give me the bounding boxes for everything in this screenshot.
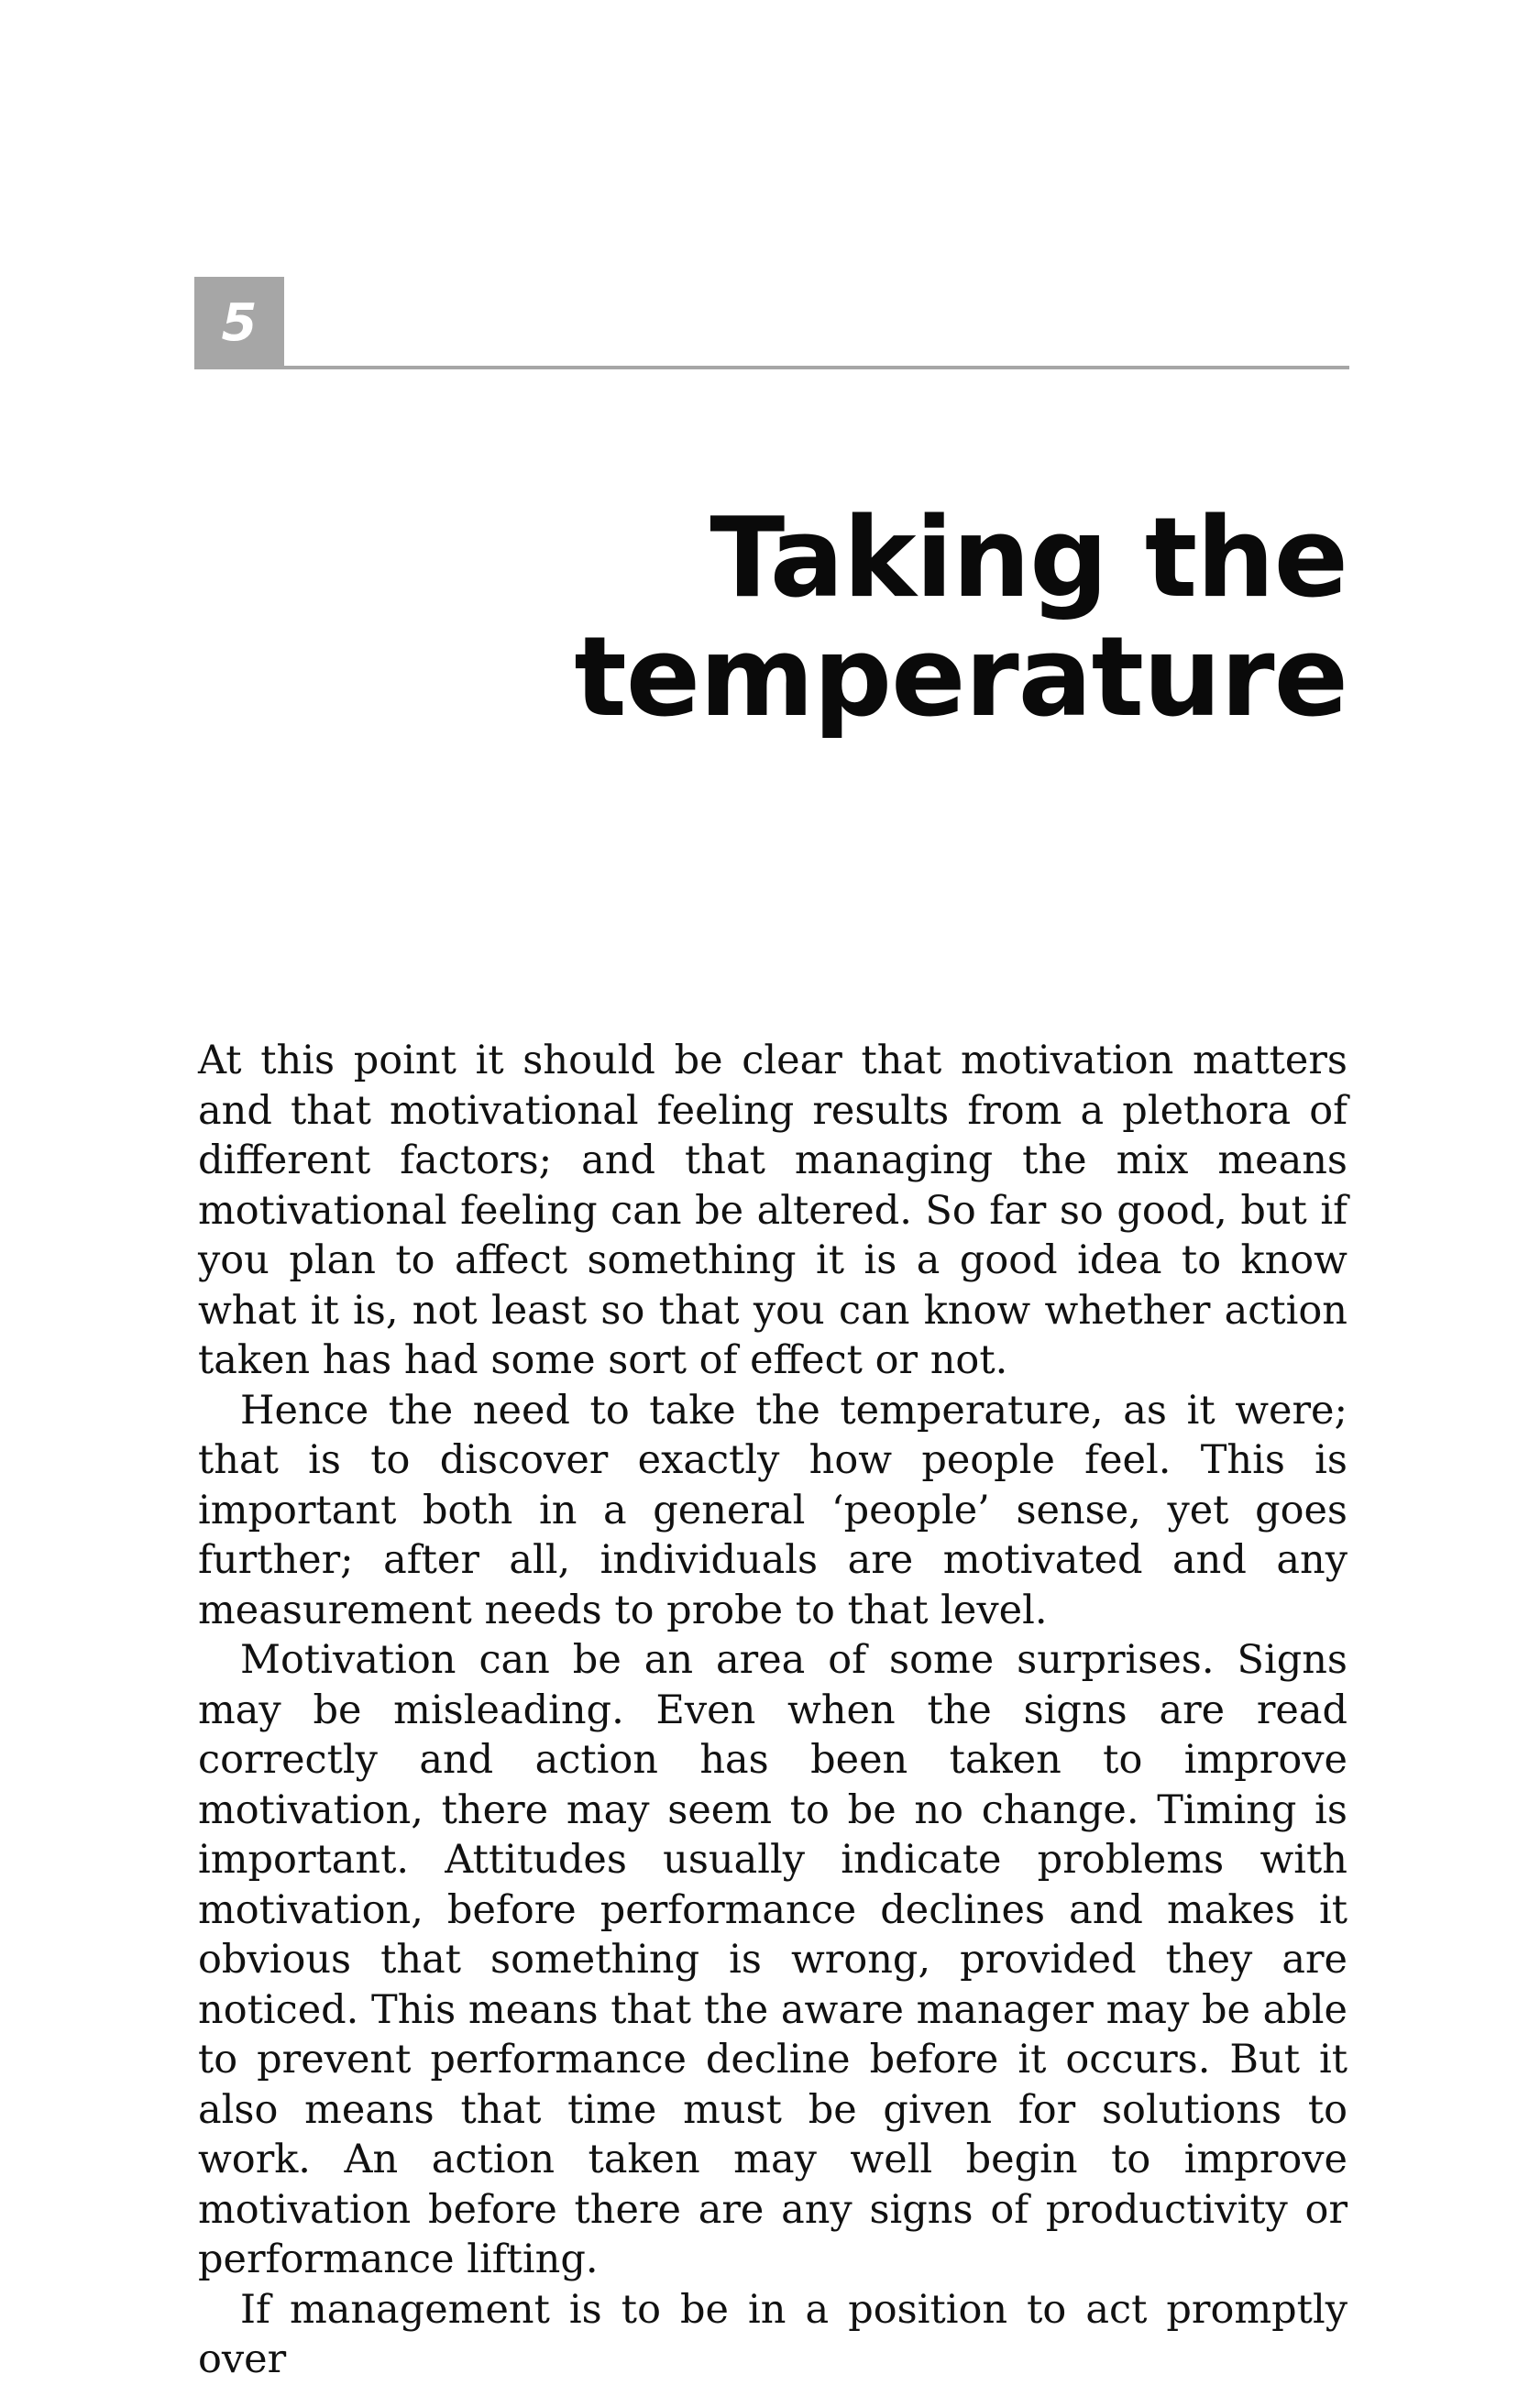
body-paragraph-3: Motivation can be an area of some surprises. Signs may be misleading. Even when the signs are read correctly and action has been taken to improve motivation, there may seem to be no change. Timing is important. Attitudes usually indicate problems with motivation, before performance declines and makes it obvious that something is wrong, provided they are noticed. This means that the aware manager may be able to prevent performance decline before it occurs. But it also means that time must be given for solutions to work. An action taken may well begin to improve motivation before there are any signs of productivity or performance lifting.: [198, 1637, 1348, 2282]
chapter-header: [194, 277, 1349, 369]
chapter-number-badge: 5: [194, 277, 284, 369]
chapter-title-line-2: temperature: [574, 614, 1348, 742]
body-paragraph-2: Hence the need to take the temperature, as it were; that is to discover exactly how people feel. This is important both in a general ‘people’ sense, yet goes further; after all, individuals are motivated and any measurement needs to probe to that level.: [198, 1387, 1348, 1633]
body-paragraph-4: If management is to be in a position to act promptly over: [198, 2286, 1348, 2382]
chapter-title: [194, 495, 1348, 742]
chapter-body: [198, 1036, 1348, 2385]
chapter-title-line-1: Taking the: [710, 495, 1348, 622]
body-paragraph-1: At this point it should be clear that motivation matters and that motivational feeling results from a plethora of different factors; and that managing the mix means motivational feeling can be altered. So far so good, but if you plan to affect something it is a good idea to know what it is, not least so that you can know whether action taken has had some sort of effect or not.: [198, 1038, 1348, 1383]
chapter-rule: [284, 366, 1349, 369]
